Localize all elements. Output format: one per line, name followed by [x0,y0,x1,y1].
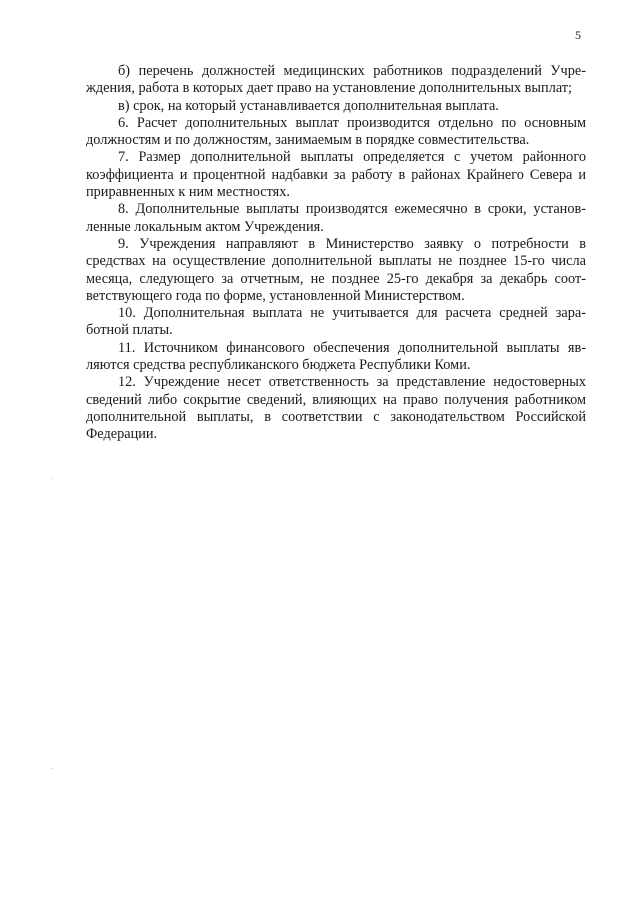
paragraph-10: 10. Дополнительная выплата не учитывается для расчета средней заработной платы. [86,305,586,339]
paragraph-7: 7. Размер дополнительной выплаты определяется с учетом районного коэффициента и процентной надбавки за работу в районах Крайнего Севера и приравненных к ним местностях. [86,149,586,201]
paragraph-9: 9. Учреждения направляют в Министерство заявку о потребности в средствах на осуществление дополнительной выплаты не позднее 15-го числа месяца, следующего за отчетным, не позднее 25-го декабря за декабрь соответствующего года по форме, установленной Министерством. [86,235,586,304]
scan-dot [51,478,52,479]
paragraph-11: 11. Источником финансового обеспечения дополнительной выплаты являются средства республиканского бюджета Республики Коми. [86,339,586,374]
paragraph-list-b: б) перечень должностей медицинских работников подразделений Учреждения, работа в которых дает право на установление дополнительных выплат; [86,63,586,97]
paragraph-list-v: в) срок, на который устанавливается дополнительная выплата. [118,97,499,114]
page-number: 5 [575,28,581,42]
document-body [86,63,586,444]
paragraph-12: 12. Учреждение несет ответственность за представление недостоверных сведений либо сокрытие сведений, влияющих на право получения работником дополнительной выплаты, в соответствии с законодательством Российской Федерации. [86,374,586,443]
paragraph-6: 6. Расчет дополнительных выплат производится отдельно по основным должностям и по должностям, занимаемым в порядке совместительства. [86,114,586,149]
scan-dot [51,768,52,769]
paragraph-8: 8. Дополнительные выплаты производятся ежемесячно в сроки, установленные локальным актом Учреждения. [86,201,586,235]
